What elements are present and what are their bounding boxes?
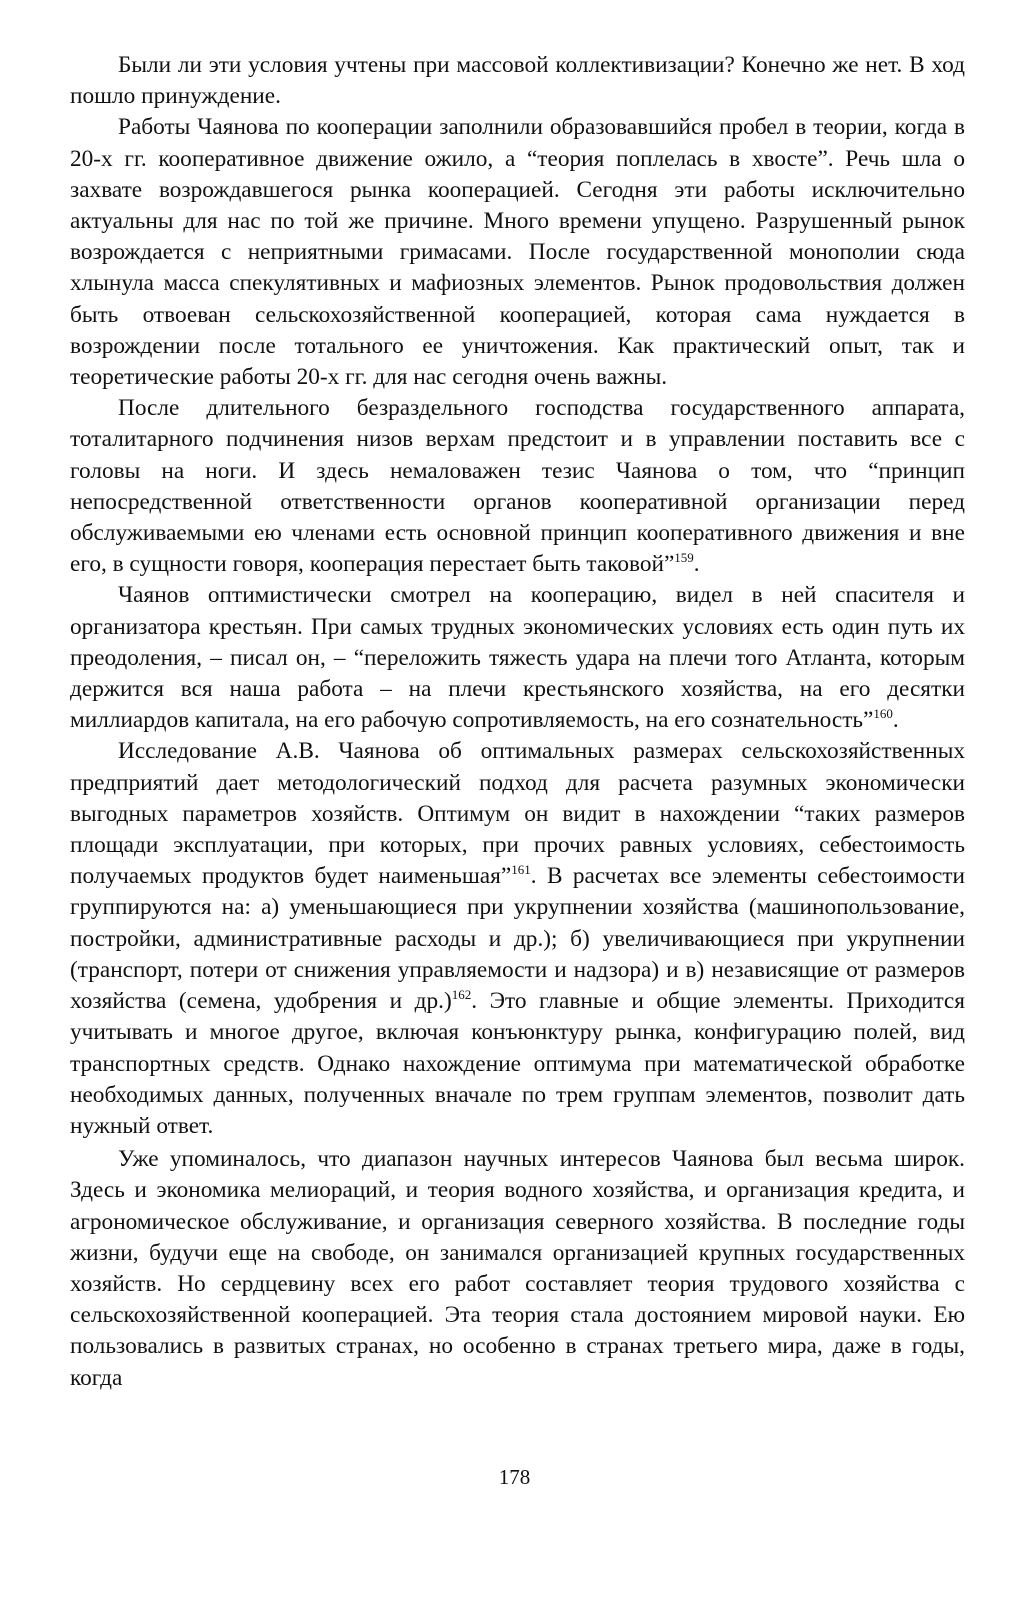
paragraph-2 xyxy=(70,112,965,393)
paragraph-4-text-2: . xyxy=(892,707,899,734)
paragraph-5-text-3: . Это главные и общие элементы. Приходится учитывать и многое другое, включая конъюнктуру рынка, конфигурацию полей, вид транспортных средств. Однако нахождение оптимума при математической обработке необходимых данных, полученных вначале по трем группам элементов, позволит дать нужный ответ. xyxy=(70,988,965,1139)
footnote-ref-159: 159 xyxy=(674,550,694,566)
paragraph-6-text-1: Уже упоминалось, что диапазон научных интересов Чаянова был весьма широк. Здесь и экономика мелиораций, и теория водного хозяйства, и организация кредита, и агрономическое обслуживание, и организация северного хозяйства. В последние годы жизни, будучи еще на свободе, он занимался организацией крупных государственных хозяйств. Но сердцевину всех его работ составляет теория трудового хозяйства с сельскохозяйственной кооперацией. Эта теория стала достоянием мировой науки. Ею пользовались в развитых странах, но особенно в странах третьего мира, даже в годы, когда xyxy=(70,1146,965,1391)
footnote-ref-161: 161 xyxy=(511,862,531,878)
paragraph-3-text-1: После длительного безраздельного господства государственного аппарата, тоталитарного подчинения низов верхам предстоит и в управлении поставить все с головы на ноги. И здесь немаловажен тезис Чаянова о том, что “принцип непосредственной ответственности органов кооперативной организации перед обслуживаемыми ею членами есть основной принцип кооперативного движения и вне его, в сущности говоря, кооперация перестает быть таковой” xyxy=(70,395,965,578)
page-number: 178 xyxy=(498,1465,531,1489)
paragraph-4-text-1: Чаянов оптимистически смотрел на кооперацию, видел в ней спасителя и организатора крестьян. При самых трудных экономических условиях есть один путь их преодоления, – писал он, – “переложить тяжесть удара на плечи того Атланта, которым держится вся наша работа – на плечи крестьянского хозяйства, на его десятки миллиардов капитала, на его рабочую сопротивляемость, на его сознательность” xyxy=(70,582,965,734)
paragraph-1 xyxy=(70,50,965,112)
paragraph-5-text-1: Исследование А.В. Чаянова об оптимальных размерах сельскохозяйственных предприятий дает методологический подход для расчета разумных экономически выгодных параметров хозяйств. Оптимум он видит в нахождении “таких размеров площади эксплуатации, при которых, при прочих равных условиях, себестоимость получаемых продуктов будет наименьшая” xyxy=(70,738,965,890)
paragraph-2-text-1: Работы Чаянова по кооперации заполнили образовавшийся пробел в теории, когда в 20-х гг. кооперативное движение ожило, а “теория поплелась в хвосте”. Речь шла о захвате возрождавшегося рынка кооперацией. Сегодня эти работы исключительно актуальны для нас по той же причине. Много времени упущено. Разрушенный рынок возрождается с неприятными гримасами. После государственной монополии сюда хлынула масса спекулятивных и мафиозных элементов. Рынок продовольствия должен быть отвоеван сельскохозяйственной кооперацией, которая сама нуждается в возрождении после тотального ее уничтожения. Как практический опыт, так и теоретические работы 20-х гг. для нас сегодня очень важны. xyxy=(70,114,965,391)
paragraph-3 xyxy=(70,393,965,580)
footnote-ref-162: 162 xyxy=(451,987,472,1003)
paragraph-6 xyxy=(70,1144,965,1394)
page-body xyxy=(70,50,965,1394)
paragraph-1-text-1: Были ли эти условия учтены при массовой коллективизации? Конечно же нет. В ход пошло принуждение. xyxy=(70,52,965,110)
paragraph-5-text-2: . В расчетах все элементы себестоимости группируются на: а) уменьшающиеся при укрупнении хозяйства (машинопользование, постройки, административные расходы и др.); б) увеличивающиеся при укрупнении (транспорт, потери от снижения управляемости и надзора) и в) независящие от размеров хозяйства (семена, удобрения и др.) xyxy=(70,863,965,1015)
paragraph-3-text-2: . xyxy=(693,551,700,578)
paragraph-5 xyxy=(70,736,965,1142)
footnote-ref-160: 160 xyxy=(873,706,893,722)
paragraph-4 xyxy=(70,580,965,736)
